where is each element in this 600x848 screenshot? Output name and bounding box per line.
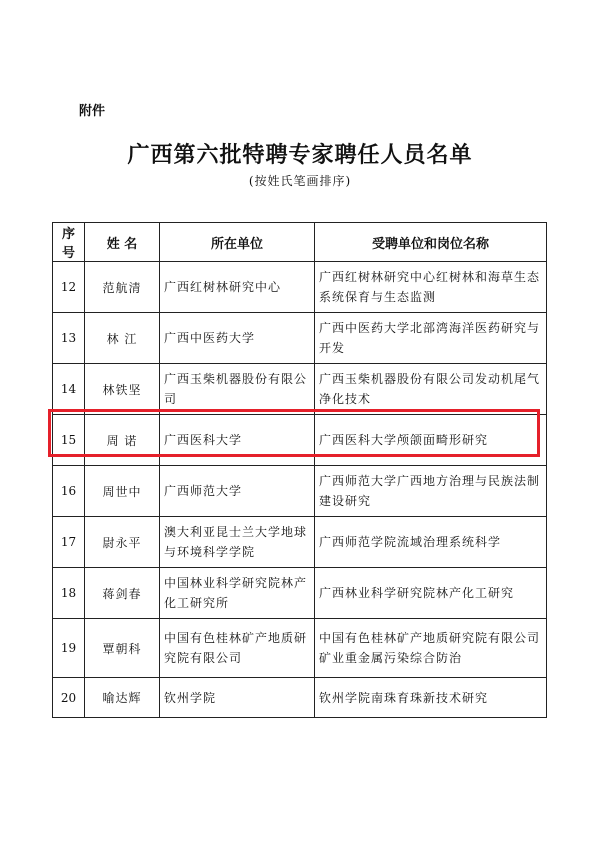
row-name: 周 诺	[85, 415, 160, 466]
row-unit: 中国有色桂林矿产地质研究院有限公司	[160, 619, 315, 678]
header-post: 受聘单位和岗位名称	[315, 223, 547, 262]
table-row	[53, 619, 547, 678]
table-row	[53, 568, 547, 619]
row-number: 17	[53, 517, 85, 568]
row-post: 广西师范学院流域治理系统科学	[315, 517, 547, 568]
document-subtitle: (按姓氏笔画排序)	[248, 174, 352, 188]
row-number: 12	[53, 262, 85, 313]
table-row	[53, 678, 547, 718]
row-post: 广西中医药大学北部湾海洋医药研究与开发	[315, 313, 547, 364]
row-unit: 澳大利亚昆士兰大学地球与环境科学学院	[160, 517, 315, 568]
attachment-label: 附件	[79, 104, 106, 119]
row-name: 林铁坚	[85, 364, 160, 415]
row-name: 林 江	[85, 313, 160, 364]
row-unit: 钦州学院	[160, 678, 315, 718]
row-number: 20	[53, 678, 85, 718]
row-name: 范航清	[85, 262, 160, 313]
document-title: 广西第六批特聘专家聘任人员名单	[127, 142, 473, 168]
table-header-row	[53, 223, 547, 262]
table-row	[53, 364, 547, 415]
table-row-highlighted	[53, 415, 547, 466]
row-number: 13	[53, 313, 85, 364]
table-row	[53, 313, 547, 364]
header-unit: 所在单位	[160, 223, 315, 262]
row-name: 喻达辉	[85, 678, 160, 718]
row-name: 尉永平	[85, 517, 160, 568]
row-post: 广西医科大学颅颌面畸形研究	[315, 415, 547, 466]
row-unit: 广西红树林研究中心	[160, 262, 315, 313]
row-name: 蒋剑春	[85, 568, 160, 619]
row-unit: 广西中医药大学	[160, 313, 315, 364]
row-unit: 中国林业科学研究院林产化工研究所	[160, 568, 315, 619]
row-post: 钦州学院南珠育珠新技术研究	[315, 678, 547, 718]
table-row	[53, 262, 547, 313]
table-row	[53, 517, 547, 568]
row-post: 广西师范大学广西地方治理与民族法制建设研究	[315, 466, 547, 517]
row-post: 中国有色桂林矿产地质研究院有限公司矿业重金属污染综合防治	[315, 619, 547, 678]
table-row	[53, 466, 547, 517]
row-number: 14	[53, 364, 85, 415]
row-name: 覃朝科	[85, 619, 160, 678]
row-unit: 广西师范大学	[160, 466, 315, 517]
row-post: 广西林业科学研究院林产化工研究	[315, 568, 547, 619]
row-name: 周世中	[85, 466, 160, 517]
row-post: 广西玉柴机器股份有限公司发动机尾气净化技术	[315, 364, 547, 415]
header-number: 序号	[53, 223, 85, 262]
expert-list-table	[52, 222, 547, 718]
row-number: 16	[53, 466, 85, 517]
row-number: 19	[53, 619, 85, 678]
row-unit: 广西医科大学	[160, 415, 315, 466]
row-post: 广西红树林研究中心红树林和海草生态系统保育与生态监测	[315, 262, 547, 313]
row-number: 18	[53, 568, 85, 619]
row-unit: 广西玉柴机器股份有限公司	[160, 364, 315, 415]
header-name: 姓 名	[85, 223, 160, 262]
row-number: 15	[53, 415, 85, 466]
